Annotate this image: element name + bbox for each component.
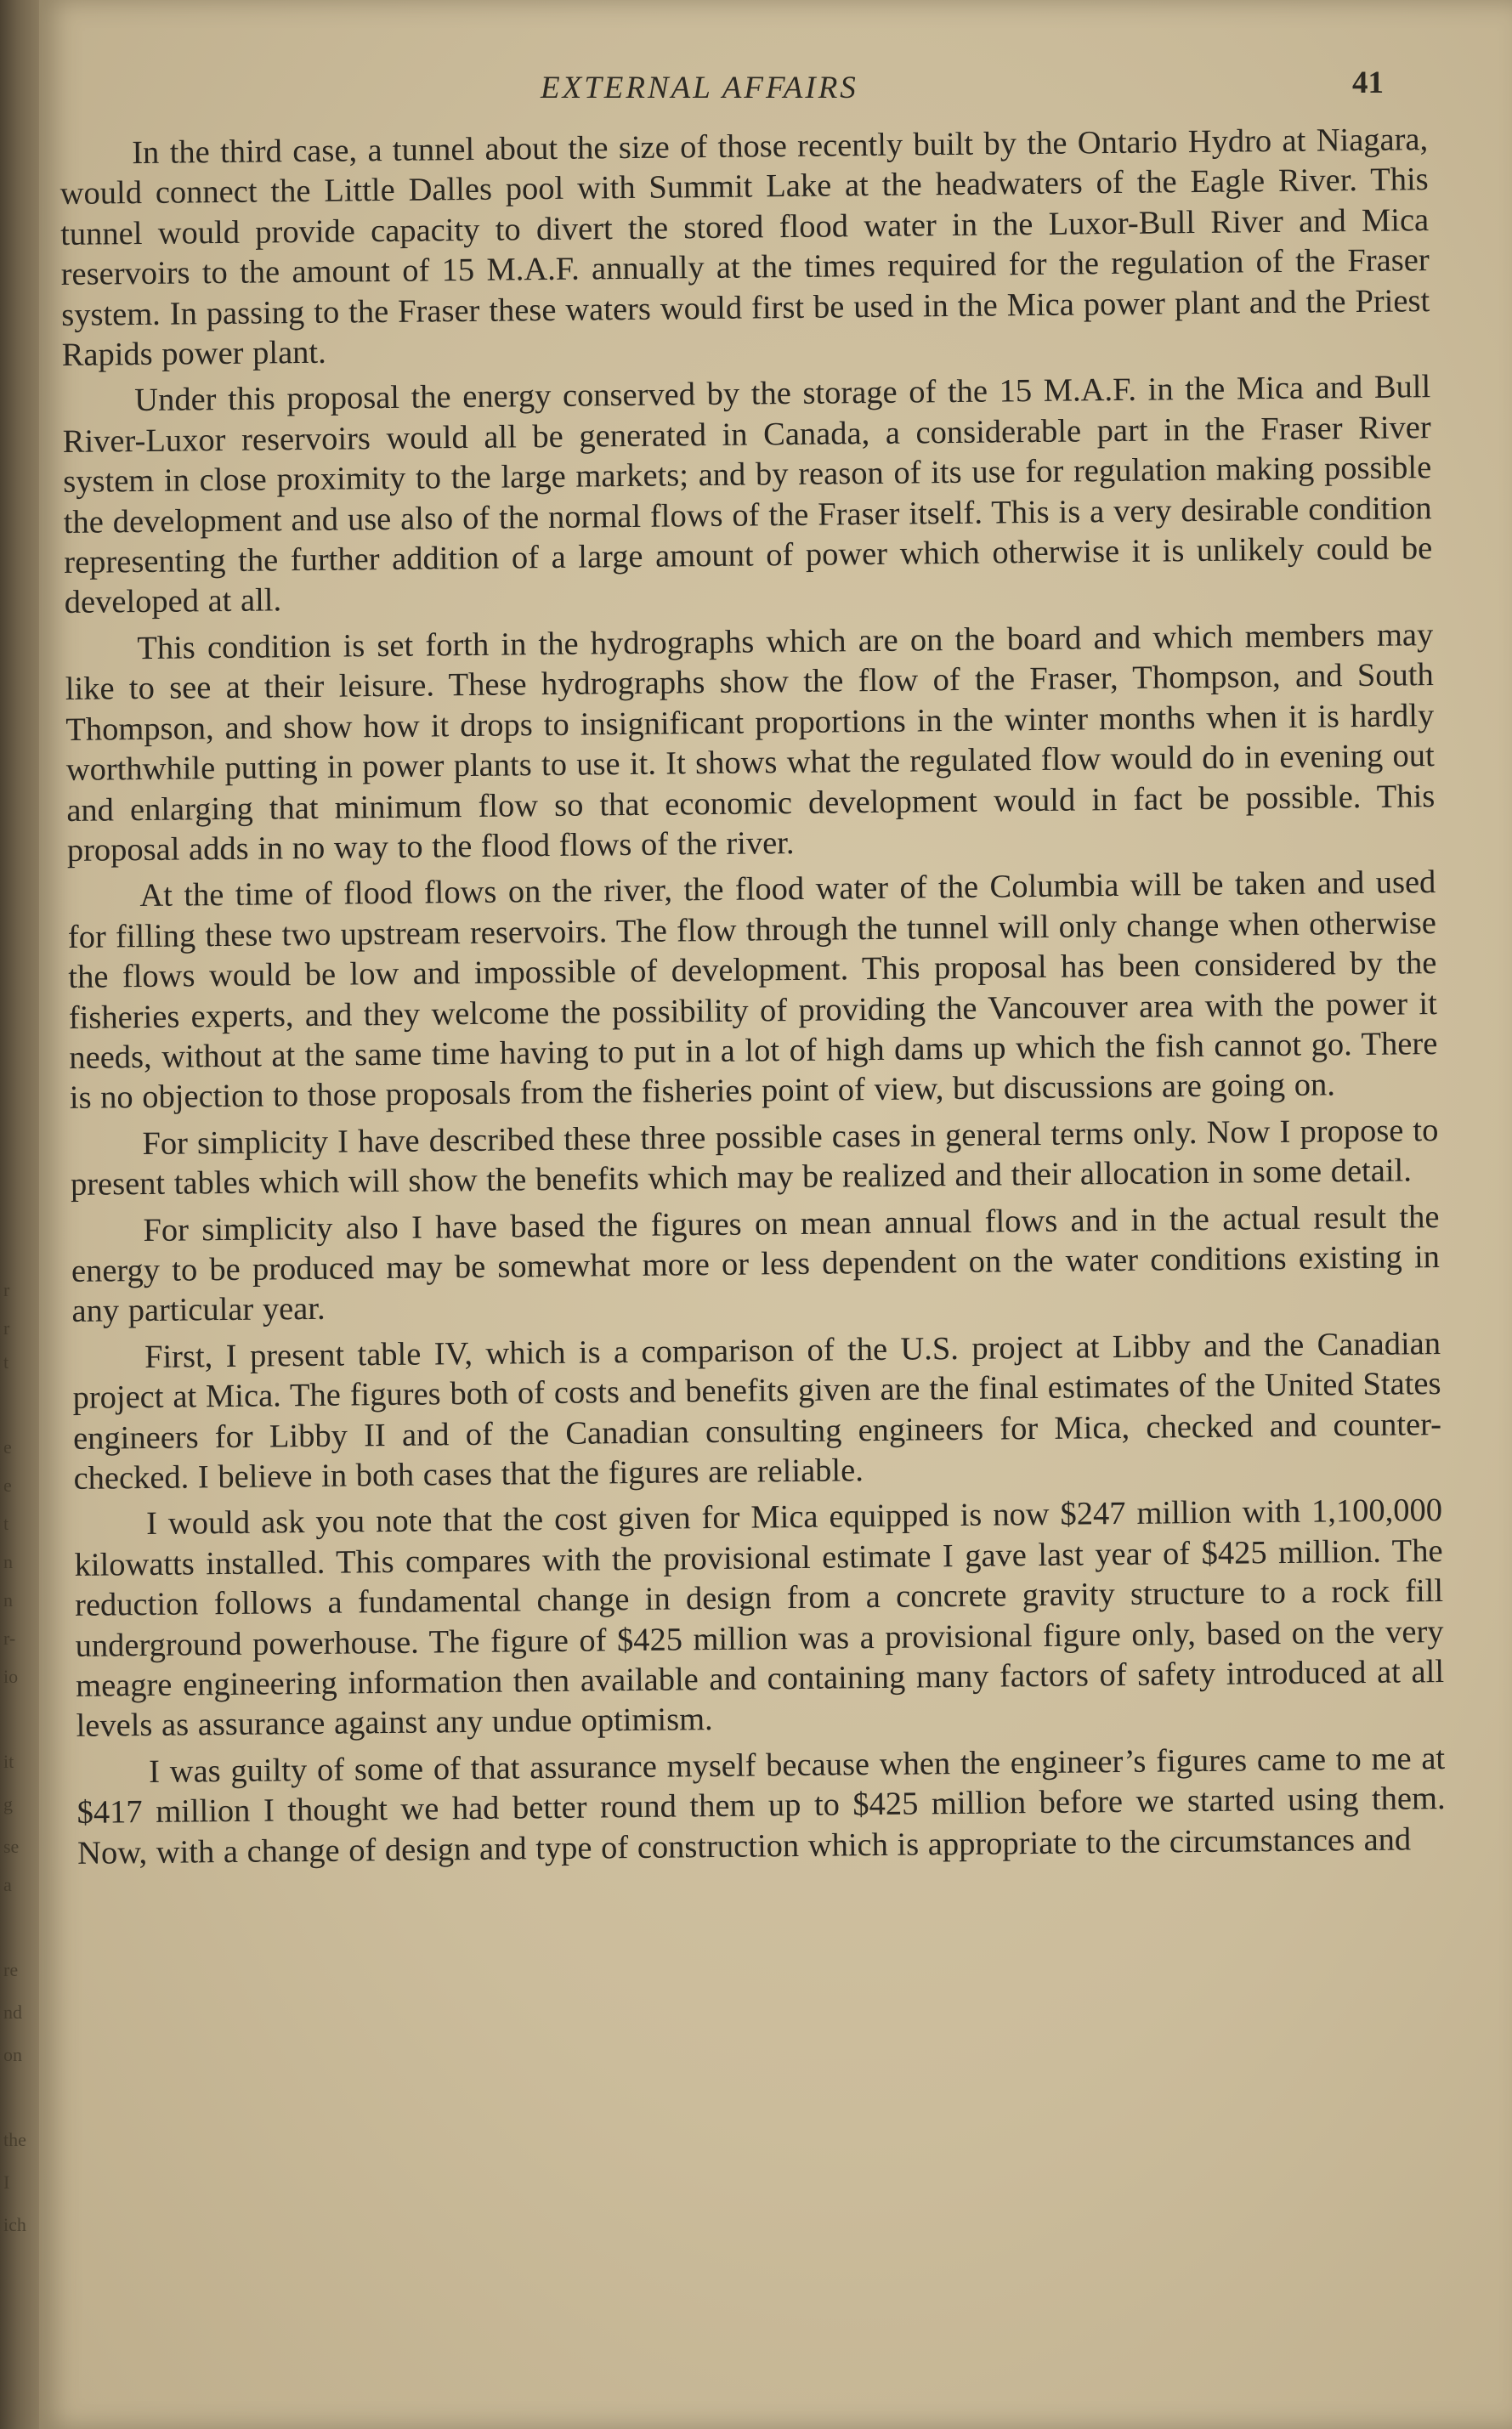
margin-fragment: g	[3, 1793, 13, 1815]
margin-fragment: ich	[3, 2214, 26, 2235]
body-text	[59, 120, 1446, 1880]
margin-fragment: n	[3, 1589, 13, 1611]
margin-fragment: r-	[3, 1628, 16, 1649]
margin-fragment: it	[3, 1751, 14, 1772]
margin-fragment: r	[3, 1279, 10, 1300]
margin-fragment: se	[3, 1836, 20, 1857]
margin-fragment: t	[3, 1513, 9, 1534]
paragraph: First, I present table IV, which is a comparison of the U.S. project at Libby and the Canadian project at Mica. The figures both of costs and benefits given are the final estimates of the United States engineers for Libby II and of the Canadian consulting engineers for Mica, checked and counter-checked. I believe in both cases that the figures are reliable.	[72, 1325, 1442, 1497]
margin-fragment: the	[3, 2129, 26, 2150]
margin-fragment: e	[3, 1436, 12, 1458]
paragraph: Under this proposal the energy conserved by the storage of the 15 M.A.F. in the Mica and Bull River-Luxor reservoirs would all be generated in Canada, a considerable part in the Fraser River system in close proximity to the large markets; and by reason of its use for regulation making possible the development and use also of the normal flows of the Fraser itself. This is a very desirable condition representing the further addition of a large amount of power which otherwise it is unlikely could be developed at all.	[62, 369, 1433, 621]
paragraph: For simplicity I have described these three possible cases in general terms only. Now I propose to present tables which will show the benefits which may be realized and their allocation in some detail.	[70, 1112, 1439, 1203]
margin-fragment: r	[3, 1317, 10, 1339]
paragraph: In the third case, a tunnel about the size of those recently built by the Ontario Hydro at Niagara, would connect the Little Dalles pool with Summit Lake at the headwaters of the Eagle River. This tunnel would provide capacity to divert the stored flood water in the Luxor-Bull River and Mica reservoirs to the amount of 15 M.A.F. annually at the times required for the regulation of the Fraser system. In passing to the Fraser these waters would first be used in the Mica power plant and the Priest Rapids power plant.	[59, 122, 1430, 374]
facing-page-margin-fragments	[0, 0, 39, 2429]
margin-fragment: re	[3, 1959, 19, 1980]
page-header	[39, 61, 1512, 112]
margin-fragment: n	[3, 1551, 13, 1572]
paragraph: This condition is set forth in the hydrographs which are on the board and which members may like to see at their leisure. These hydrographs show the flow of the Fraser, Thompson, and South Thompson, and show how it drops to insignificant proportions in the winter months when it is hardly worthwhile putting in power plants to use it. It shows what the regulated flow would do in evening out and enlarging that minimum flow so that economic development would in fact be possible. This proposal adds in no way to the flood flows of the river.	[65, 616, 1436, 869]
margin-fragment: I	[3, 2171, 10, 2193]
margin-fragment: nd	[3, 2002, 22, 2023]
margin-fragment: io	[3, 1666, 19, 1687]
paragraph: For simplicity also I have based the figures on mean annual flows and in the actual result the energy to be produced may be somewhat more or less dependent on the water conditions existing in any particular year.	[71, 1198, 1441, 1330]
paragraph: I would ask you note that the cost given for Mica equipped is now $247 million with 1,100,000 kilowatts installed. This compares with the provisional estimate I gave last year of $425 million. The reduction follows a fundamental change in design from a concrete gravity structure to a rock fill underground powerhouse. The figure of $425 million was a provisional figure only, based on the very meagre engineering information then available and containing many factors of safety introduced at all levels as assurance against any undue optimism.	[74, 1492, 1445, 1745]
margin-fragment: e	[3, 1475, 12, 1496]
running-title: EXTERNAL AFFAIRS	[541, 71, 858, 105]
page-number: 41	[1352, 65, 1384, 100]
margin-fragment: t	[3, 1351, 9, 1373]
paragraph: I was guilty of some of that assurance myself because when the engineer’s figures came to me at $417 million I thought we had better round them up to $425 million before we started using them. Now, with a change of design and type of construction which is appropriate to the circumstances and	[76, 1740, 1446, 1871]
book-page	[39, 0, 1512, 2429]
margin-fragment: on	[3, 2044, 22, 2065]
margin-fragment: a	[3, 1874, 12, 1895]
paragraph: At the time of flood flows on the river, the flood water of the Columbia will be taken and used for filling these two upstream reservoirs. The flow through the tunnel will only change when otherwise the flows would be low and impossible of development. This proposal has been considered by the fisheries experts, and they welcome the possibility of providing the Vancouver area with the power it needs, without at the same time having to put in a lot of high dams up which the fish cannot go. There is no objection to those proposals from the fisheries point of view, but discussions are going on.	[67, 864, 1438, 1117]
